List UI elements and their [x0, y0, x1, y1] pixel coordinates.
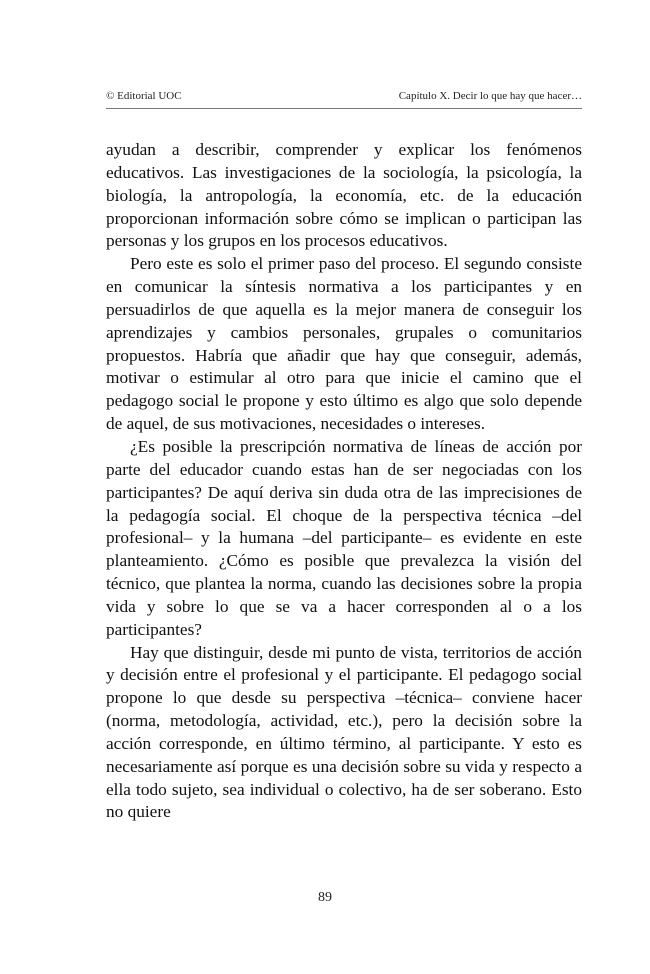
page-number: 89 [318, 890, 332, 905]
paragraph-continuation: ayudan a describir, comprender y explicar los fenómenos educativos. Las investigaciones de la sociología, la psicología, la biología, la antropología, la economía, etc. de la educación proporcionan información sobre cómo se implican o participan las personas y los grupos en los procesos educativos. [106, 140, 582, 251]
paragraph: Hay que distinguir, desde mi punto de vista, territorios de acción y decisión entre el profesional y el participante. El pedagogo social propone lo que desde su perspectiva –técnica– conviene hacer (norma, metodología, actividad, etc.), pero la decisión sobre la acción corresponde, en último término, al participante. Y esto es necesariamente así porque es una decisión sobre su vida y respecto a ella todo sujeto, sea individual o colectivo, ha de ser soberano. Esto no quiere [106, 642, 582, 822]
header-chapter-title: Capítulo X. Decir lo que hay que hacer… [398, 90, 582, 102]
paragraph: Pero este es solo el primer paso del proceso. El segundo consiste en comunicar la síntesis normativa a los participantes y en persuadirlos de que aquella es la mejor manera de conseguir los aprendizajes y cambios personales, grupales o comunitarios propuestos. Habría que añadir que hay que conseguir, además, motivar o estimular al otro para que inicie el camino que el pedagogo social le propone y esto último es algo que solo depende de aquel, de sus motivaciones, necesidades o intereses. [106, 254, 582, 434]
running-header [106, 90, 582, 106]
header-publisher: © Editorial UOC [106, 90, 182, 102]
body-text [106, 139, 582, 824]
paragraph: ¿Es posible la prescripción normativa de líneas de acción por parte del educador cuando estas han de ser negociadas con los participantes? De aquí deriva sin duda otra de las imprecisiones de la pedagogía social. El choque de la perspectiva técnica –del profesional– y la humana –del participante– es evidente en este planteamiento. ¿Cómo es posible que prevalezca la visión del técnico, que plantea la norma, cuando las decisiones sobre la propia vida y sobre lo que se va a hacer corresponden al o a los participantes? [106, 436, 582, 639]
header-rule [106, 108, 582, 109]
